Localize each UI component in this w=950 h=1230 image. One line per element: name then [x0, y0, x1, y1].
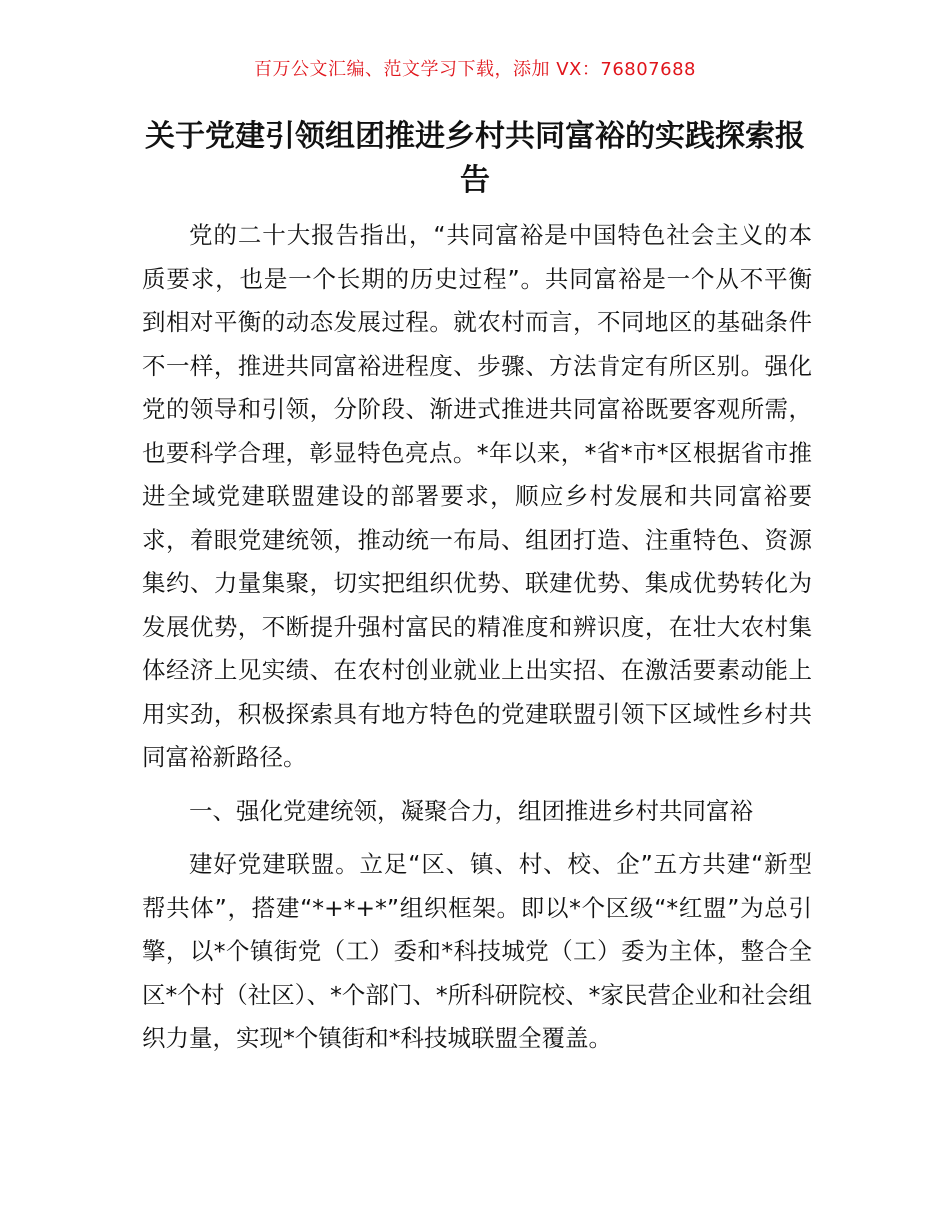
intro-paragraph: 党的二十大报告指出，“共同富裕是中国特色社会主义的本质要求，也是一个长期的历史过程”。共同富裕是一个从不平衡到相对平衡的动态发展过程。就农村而言，不同地区的基础条件不一样，推进共同富裕进程度、步骤、方法肯定有所区别。强化党的领导和引领，分阶段、渐进式推进共同富裕既要客观所需，也要科学合理，彰显特色亮点。*年以来，*省*市*区根据省市推进全域党建联盟建设的部署要求，顺应乡村发展和共同富裕要求，着眼党建统领，推动统一布局、组团打造、注重特色、资源集约、力量集聚，切实把组织优势、联建优势、集成优势转化为发展优势，不断提升强村富民的精准度和辨识度，在壮大农村集体经济上见实绩、在农村创业就业上出实招、在激活要素动能上用实劲，积极探索具有地方特色的党建联盟引领下区域性乡村共同富裕新路径。	[142, 221, 812, 771]
section-heading: 一、强化党建统领，凝聚合力，组团推进乡村共同富裕	[189, 797, 753, 825]
document-title: 关于党建引领组团推进乡村共同富裕的实践探索报告	[145, 119, 805, 198]
section-paragraph: 建好党建联盟。立足“区、镇、村、校、企”五方共建“新型帮共体”，搭建“*+*+*”组织框架。即以*个区级“*红盟”为总引擎，以*个镇街党（工）委和*科技城党（工）委为主体，整合全区*个村（社区）、*个部门、*所科研院校、*家民营企业和社会组织力量，实现*个镇街和*科技城联盟全覆盖。	[142, 850, 812, 1052]
header-banner: 百万公文汇编、范文学习下载，添加 VX：76807688	[254, 59, 696, 80]
